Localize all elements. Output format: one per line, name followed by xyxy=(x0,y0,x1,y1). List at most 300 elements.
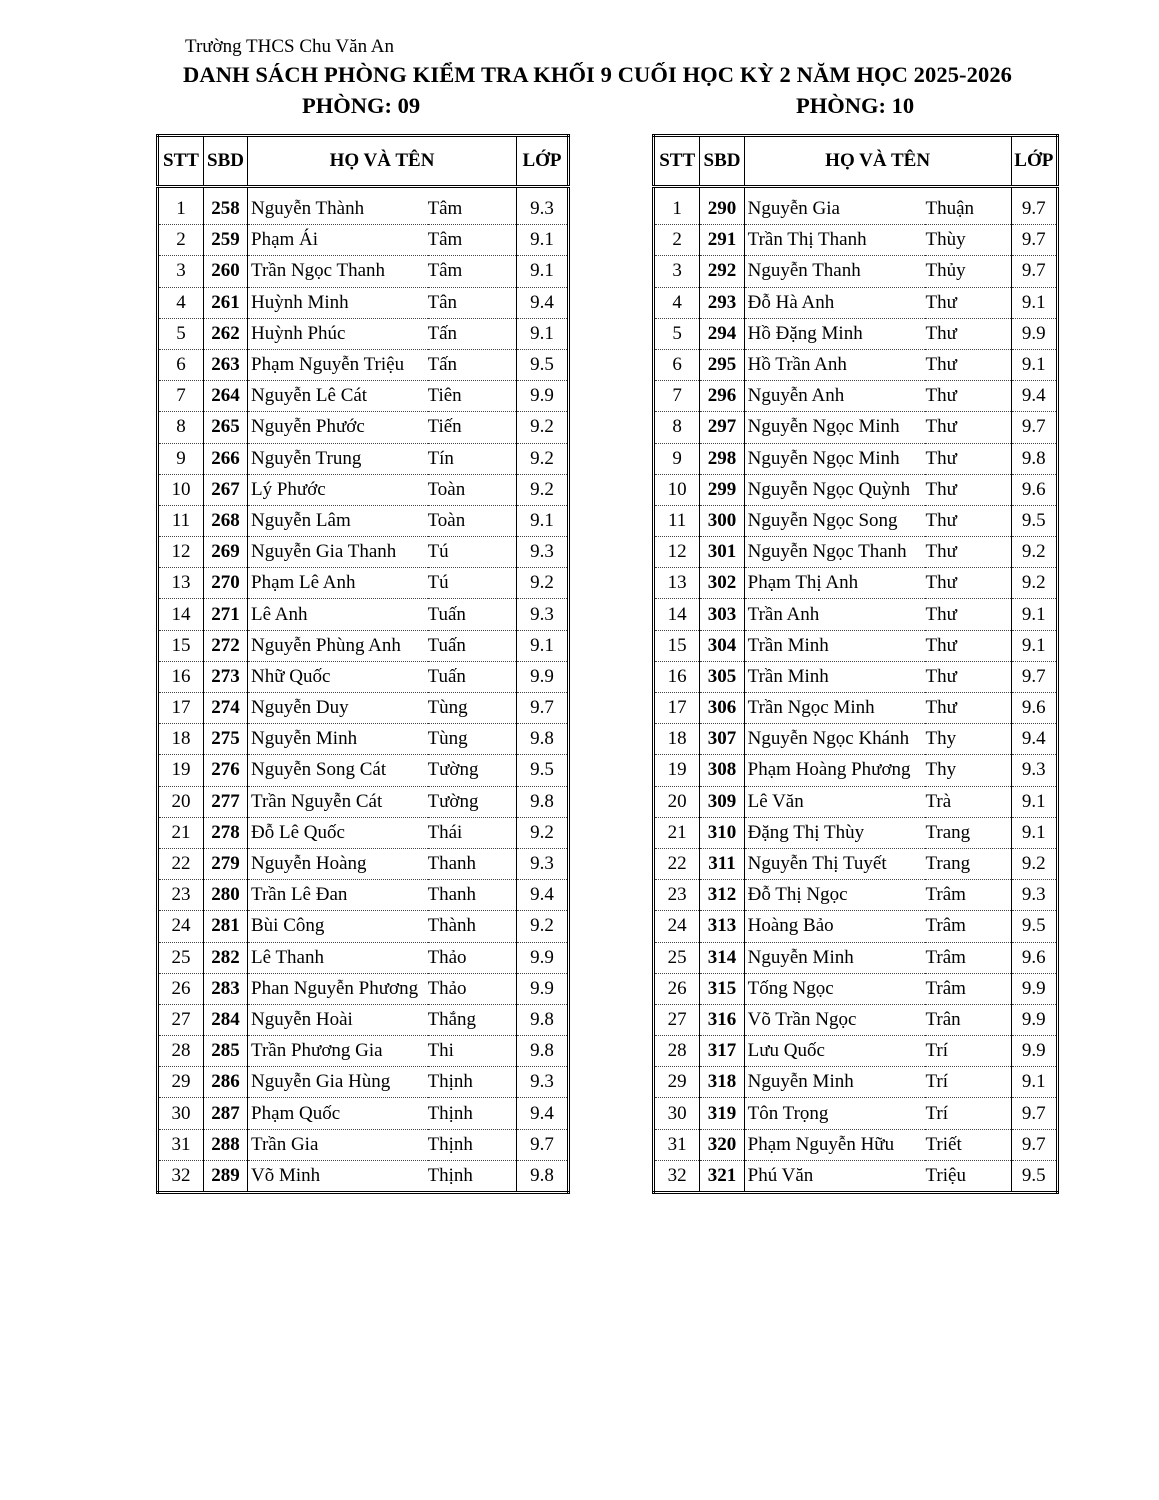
cell-given-name: Trà xyxy=(925,786,1011,817)
cell-class: 9.1 xyxy=(1011,599,1057,630)
cell-sbd: 313 xyxy=(700,911,744,942)
cell-stt: 32 xyxy=(654,1160,700,1192)
cell-stt: 31 xyxy=(654,1129,700,1160)
cell-given-name: Trang xyxy=(925,817,1011,848)
cell-surname: Võ Minh xyxy=(248,1160,428,1192)
cell-surname: Võ Trần Ngọc xyxy=(744,1004,925,1035)
cell-sbd: 291 xyxy=(700,225,744,256)
cell-stt: 26 xyxy=(158,973,204,1004)
table-row xyxy=(158,599,569,630)
cell-surname: Nguyễn Gia Hùng xyxy=(248,1067,428,1098)
cell-given-name: Triết xyxy=(925,1129,1011,1160)
cell-class: 9.7 xyxy=(517,693,569,724)
cell-given-name: Thư xyxy=(925,505,1011,536)
cell-class: 9.7 xyxy=(1011,256,1057,287)
cell-sbd: 273 xyxy=(204,661,248,692)
cell-sbd: 320 xyxy=(700,1129,744,1160)
cell-class: 9.9 xyxy=(517,661,569,692)
cell-stt: 7 xyxy=(654,381,700,412)
cell-class: 9.7 xyxy=(1011,1129,1057,1160)
cell-sbd: 263 xyxy=(204,349,248,380)
cell-sbd: 281 xyxy=(204,911,248,942)
cell-surname: Hồ Đặng Minh xyxy=(744,318,925,349)
cell-sbd: 295 xyxy=(700,349,744,380)
cell-surname: Nguyễn Ngọc Song xyxy=(744,505,925,536)
cell-stt: 30 xyxy=(158,1098,204,1129)
cell-stt: 14 xyxy=(158,599,204,630)
cell-sbd: 296 xyxy=(700,381,744,412)
cell-given-name: Thư xyxy=(925,599,1011,630)
cell-given-name: Thư xyxy=(925,630,1011,661)
cell-sbd: 290 xyxy=(700,194,744,225)
cell-class: 9.2 xyxy=(517,443,569,474)
cell-surname: Nguyễn Minh xyxy=(248,724,428,755)
cell-class: 9.1 xyxy=(1011,1067,1057,1098)
cell-given-name: Tấn xyxy=(428,318,517,349)
cell-sbd: 315 xyxy=(700,973,744,1004)
table-row xyxy=(158,1160,569,1192)
cell-stt: 4 xyxy=(654,287,700,318)
cell-given-name: Tâm xyxy=(428,256,517,287)
cell-sbd: 309 xyxy=(700,786,744,817)
table-row xyxy=(158,880,569,911)
cell-sbd: 268 xyxy=(204,505,248,536)
cell-class: 9.8 xyxy=(517,1004,569,1035)
cell-given-name: Tú xyxy=(428,537,517,568)
cell-given-name: Tín xyxy=(428,443,517,474)
cell-given-name: Thi xyxy=(428,1036,517,1067)
cell-class: 9.2 xyxy=(1011,848,1057,879)
cell-class: 9.1 xyxy=(1011,287,1057,318)
cell-stt: 24 xyxy=(158,911,204,942)
cell-sbd: 262 xyxy=(204,318,248,349)
table-row xyxy=(654,1036,1058,1067)
header-stt: STT xyxy=(158,136,204,187)
cell-sbd: 271 xyxy=(204,599,248,630)
cell-class: 9.5 xyxy=(517,755,569,786)
cell-sbd: 297 xyxy=(700,412,744,443)
cell-given-name: Thịnh xyxy=(428,1067,517,1098)
cell-sbd: 303 xyxy=(700,599,744,630)
cell-given-name: Thùy xyxy=(925,225,1011,256)
cell-stt: 3 xyxy=(158,256,204,287)
cell-surname: Trần Nguyễn Cát xyxy=(248,786,428,817)
table-row xyxy=(654,755,1058,786)
cell-stt: 29 xyxy=(158,1067,204,1098)
cell-given-name: Trí xyxy=(925,1067,1011,1098)
cell-given-name: Trâm xyxy=(925,911,1011,942)
spacer-cell xyxy=(654,187,700,195)
cell-given-name: Toàn xyxy=(428,474,517,505)
cell-class: 9.3 xyxy=(517,537,569,568)
table-row xyxy=(158,755,569,786)
table-row xyxy=(158,194,569,225)
cell-surname: Lê Anh xyxy=(248,599,428,630)
cell-surname: Bùi Công xyxy=(248,911,428,942)
cell-class: 9.7 xyxy=(1011,412,1057,443)
cell-sbd: 299 xyxy=(700,474,744,505)
cell-class: 9.2 xyxy=(517,817,569,848)
cell-class: 9.1 xyxy=(517,256,569,287)
table-header-row xyxy=(654,136,1058,187)
cell-class: 9.9 xyxy=(517,973,569,1004)
cell-given-name: Tuấn xyxy=(428,630,517,661)
cell-sbd: 277 xyxy=(204,786,248,817)
table-row xyxy=(158,381,569,412)
cell-given-name: Tường xyxy=(428,786,517,817)
cell-sbd: 310 xyxy=(700,817,744,848)
cell-stt: 27 xyxy=(158,1004,204,1035)
cell-class: 9.3 xyxy=(517,194,569,225)
cell-class: 9.9 xyxy=(517,942,569,973)
cell-surname: Nguyễn Phùng Anh xyxy=(248,630,428,661)
cell-class: 9.1 xyxy=(1011,349,1057,380)
table-row xyxy=(158,349,569,380)
cell-sbd: 259 xyxy=(204,225,248,256)
cell-given-name: Thư xyxy=(925,693,1011,724)
cell-class: 9.2 xyxy=(517,412,569,443)
table-row xyxy=(158,973,569,1004)
cell-stt: 7 xyxy=(158,381,204,412)
cell-sbd: 258 xyxy=(204,194,248,225)
header-sbd: SBD xyxy=(204,136,248,187)
cell-stt: 23 xyxy=(654,880,700,911)
table-row xyxy=(654,568,1058,599)
cell-sbd: 269 xyxy=(204,537,248,568)
cell-sbd: 288 xyxy=(204,1129,248,1160)
cell-given-name: Tâm xyxy=(428,194,517,225)
cell-sbd: 305 xyxy=(700,661,744,692)
cell-sbd: 279 xyxy=(204,848,248,879)
cell-class: 9.2 xyxy=(1011,568,1057,599)
table-row xyxy=(654,349,1058,380)
cell-class: 9.1 xyxy=(517,225,569,256)
table-row xyxy=(654,1129,1058,1160)
cell-surname: Trần Minh xyxy=(744,661,925,692)
cell-surname: Nguyễn Ngọc Minh xyxy=(744,412,925,443)
cell-given-name: Tùng xyxy=(428,693,517,724)
cell-surname: Nguyễn Lê Cát xyxy=(248,381,428,412)
cell-sbd: 316 xyxy=(700,1004,744,1035)
table-row xyxy=(158,1036,569,1067)
cell-sbd: 282 xyxy=(204,942,248,973)
cell-class: 9.1 xyxy=(517,505,569,536)
cell-surname: Phạm Lê Anh xyxy=(248,568,428,599)
table-row xyxy=(158,537,569,568)
table-row xyxy=(654,443,1058,474)
table-spacer-row xyxy=(654,187,1058,195)
cell-surname: Phạm Quốc xyxy=(248,1098,428,1129)
cell-stt: 18 xyxy=(654,724,700,755)
cell-class: 9.7 xyxy=(1011,225,1057,256)
cell-surname: Nguyễn Duy xyxy=(248,693,428,724)
table-row xyxy=(158,256,569,287)
cell-given-name: Thắng xyxy=(428,1004,517,1035)
cell-stt: 9 xyxy=(158,443,204,474)
cell-class: 9.8 xyxy=(517,786,569,817)
cell-given-name: Thư xyxy=(925,443,1011,474)
cell-surname: Huỳnh Phúc xyxy=(248,318,428,349)
cell-stt: 10 xyxy=(654,474,700,505)
cell-sbd: 292 xyxy=(700,256,744,287)
cell-surname: Phạm Nguyễn Hữu xyxy=(744,1129,925,1160)
cell-stt: 14 xyxy=(654,599,700,630)
cell-stt: 27 xyxy=(654,1004,700,1035)
cell-stt: 18 xyxy=(158,724,204,755)
cell-class: 9.9 xyxy=(1011,1004,1057,1035)
cell-stt: 20 xyxy=(654,786,700,817)
cell-given-name: Thư xyxy=(925,537,1011,568)
cell-sbd: 314 xyxy=(700,942,744,973)
cell-given-name: Thịnh xyxy=(428,1129,517,1160)
cell-surname: Nguyễn Thanh xyxy=(744,256,925,287)
table-row xyxy=(654,911,1058,942)
cell-given-name: Thịnh xyxy=(428,1098,517,1129)
cell-class: 9.5 xyxy=(517,349,569,380)
cell-sbd: 300 xyxy=(700,505,744,536)
cell-given-name: Thanh xyxy=(428,880,517,911)
cell-class: 9.7 xyxy=(517,1129,569,1160)
header-sbd: SBD xyxy=(700,136,744,187)
cell-stt: 19 xyxy=(654,755,700,786)
cell-stt: 11 xyxy=(158,505,204,536)
cell-stt: 17 xyxy=(654,693,700,724)
cell-sbd: 318 xyxy=(700,1067,744,1098)
table-row xyxy=(158,661,569,692)
cell-surname: Nguyễn Gia xyxy=(744,194,925,225)
cell-sbd: 285 xyxy=(204,1036,248,1067)
cell-class: 9.2 xyxy=(517,568,569,599)
cell-given-name: Tấn xyxy=(428,349,517,380)
cell-surname: Đặng Thị Thùy xyxy=(744,817,925,848)
cell-given-name: Tiến xyxy=(428,412,517,443)
cell-given-name: Thịnh xyxy=(428,1160,517,1192)
cell-surname: Phạm Hoàng Phương xyxy=(744,755,925,786)
cell-surname: Nguyễn Thành xyxy=(248,194,428,225)
cell-class: 9.9 xyxy=(517,381,569,412)
cell-stt: 13 xyxy=(158,568,204,599)
cell-stt: 3 xyxy=(654,256,700,287)
table-row xyxy=(654,817,1058,848)
cell-class: 9.6 xyxy=(1011,474,1057,505)
cell-class: 9.2 xyxy=(517,474,569,505)
cell-surname: Nguyễn Ngọc Khánh xyxy=(744,724,925,755)
table-row xyxy=(654,474,1058,505)
cell-class: 9.7 xyxy=(1011,194,1057,225)
cell-given-name: Thảo xyxy=(428,942,517,973)
cell-sbd: 265 xyxy=(204,412,248,443)
room-label-10: PHÒNG: 10 xyxy=(796,93,915,118)
cell-given-name: Trâm xyxy=(925,973,1011,1004)
table-row xyxy=(654,973,1058,1004)
table-row xyxy=(158,1098,569,1129)
cell-surname: Nguyễn Ngọc Minh xyxy=(744,443,925,474)
cell-stt: 23 xyxy=(158,880,204,911)
cell-sbd: 272 xyxy=(204,630,248,661)
cell-surname: Nguyễn Song Cát xyxy=(248,755,428,786)
cell-sbd: 276 xyxy=(204,755,248,786)
spacer-cell xyxy=(517,187,569,195)
cell-stt: 30 xyxy=(654,1098,700,1129)
cell-stt: 26 xyxy=(654,973,700,1004)
cell-given-name: Triệu xyxy=(925,1160,1011,1192)
cell-sbd: 306 xyxy=(700,693,744,724)
cell-surname: Hoàng Bảo xyxy=(744,911,925,942)
cell-stt: 8 xyxy=(158,412,204,443)
cell-class: 9.1 xyxy=(1011,786,1057,817)
cell-class: 9.3 xyxy=(517,599,569,630)
cell-class: 9.1 xyxy=(517,318,569,349)
cell-sbd: 301 xyxy=(700,537,744,568)
cell-surname: Tôn Trọng xyxy=(744,1098,925,1129)
table-row xyxy=(654,412,1058,443)
spacer-cell xyxy=(744,187,1011,195)
cell-surname: Trần Ngọc Minh xyxy=(744,693,925,724)
cell-class: 9.8 xyxy=(517,1036,569,1067)
cell-surname: Hồ Trần Anh xyxy=(744,349,925,380)
cell-given-name: Thành xyxy=(428,911,517,942)
table-row xyxy=(654,786,1058,817)
table-row xyxy=(158,693,569,724)
table-row xyxy=(158,724,569,755)
table-row xyxy=(654,194,1058,225)
table-row xyxy=(158,848,569,879)
cell-given-name: Thư xyxy=(925,474,1011,505)
cell-stt: 5 xyxy=(654,318,700,349)
cell-sbd: 261 xyxy=(204,287,248,318)
cell-class: 9.3 xyxy=(517,1067,569,1098)
cell-sbd: 289 xyxy=(204,1160,248,1192)
table-row xyxy=(654,287,1058,318)
cell-surname: Huỳnh Minh xyxy=(248,287,428,318)
cell-sbd: 278 xyxy=(204,817,248,848)
cell-given-name: Trâm xyxy=(925,942,1011,973)
cell-stt: 5 xyxy=(158,318,204,349)
cell-surname: Lê Văn xyxy=(744,786,925,817)
cell-given-name: Tiên xyxy=(428,381,517,412)
cell-stt: 2 xyxy=(654,225,700,256)
cell-given-name: Thuận xyxy=(925,194,1011,225)
cell-surname: Nguyễn Lâm xyxy=(248,505,428,536)
spacer-cell xyxy=(700,187,744,195)
cell-stt: 29 xyxy=(654,1067,700,1098)
cell-class: 9.2 xyxy=(517,911,569,942)
table-row xyxy=(654,1067,1058,1098)
cell-stt: 16 xyxy=(158,661,204,692)
cell-stt: 31 xyxy=(158,1129,204,1160)
cell-sbd: 308 xyxy=(700,755,744,786)
table-row xyxy=(158,1004,569,1035)
table-row xyxy=(158,225,569,256)
cell-class: 9.6 xyxy=(1011,693,1057,724)
table-spacer-row xyxy=(158,187,569,195)
cell-class: 9.4 xyxy=(1011,381,1057,412)
cell-sbd: 317 xyxy=(700,1036,744,1067)
cell-class: 9.4 xyxy=(517,880,569,911)
cell-stt: 20 xyxy=(158,786,204,817)
table-row xyxy=(654,693,1058,724)
cell-sbd: 260 xyxy=(204,256,248,287)
spacer-cell xyxy=(248,187,517,195)
header-name: HỌ VÀ TÊN xyxy=(248,136,517,187)
cell-surname: Nguyễn Ngọc Thanh xyxy=(744,537,925,568)
room-label-09: PHÒNG: 09 xyxy=(302,93,421,118)
table-row xyxy=(654,630,1058,661)
table-row xyxy=(158,474,569,505)
table-row xyxy=(654,1098,1058,1129)
cell-stt: 21 xyxy=(158,817,204,848)
cell-surname: Trần Phương Gia xyxy=(248,1036,428,1067)
cell-surname: Nguyễn Anh xyxy=(744,381,925,412)
table-row xyxy=(654,505,1058,536)
cell-stt: 11 xyxy=(654,505,700,536)
cell-stt: 16 xyxy=(654,661,700,692)
cell-sbd: 266 xyxy=(204,443,248,474)
cell-surname: Nguyễn Ngọc Quỳnh xyxy=(744,474,925,505)
table-row xyxy=(158,817,569,848)
cell-given-name: Tuấn xyxy=(428,661,517,692)
header-class: LỚP xyxy=(1011,136,1057,187)
cell-surname: Trần Gia xyxy=(248,1129,428,1160)
cell-sbd: 304 xyxy=(700,630,744,661)
header-class: LỚP xyxy=(517,136,569,187)
table-row xyxy=(158,287,569,318)
cell-stt: 15 xyxy=(158,630,204,661)
cell-stt: 32 xyxy=(158,1160,204,1192)
cell-stt: 19 xyxy=(158,755,204,786)
cell-sbd: 312 xyxy=(700,880,744,911)
cell-surname: Nguyễn Hoàng xyxy=(248,848,428,879)
cell-class: 9.7 xyxy=(1011,1098,1057,1129)
cell-surname: Lê Thanh xyxy=(248,942,428,973)
cell-class: 9.9 xyxy=(1011,318,1057,349)
cell-surname: Trần Anh xyxy=(744,599,925,630)
cell-sbd: 283 xyxy=(204,973,248,1004)
cell-class: 9.4 xyxy=(517,1098,569,1129)
spacer-cell xyxy=(158,187,204,195)
cell-class: 9.7 xyxy=(1011,661,1057,692)
cell-given-name: Thy xyxy=(925,755,1011,786)
cell-sbd: 311 xyxy=(700,848,744,879)
cell-surname: Đỗ Hà Anh xyxy=(744,287,925,318)
cell-sbd: 287 xyxy=(204,1098,248,1129)
table-row xyxy=(158,568,569,599)
document-title: DANH SÁCH PHÒNG KIỂM TRA KHỐI 9 CUỐI HỌC KỲ 2 NĂM HỌC 2025-2026 xyxy=(183,62,1013,87)
cell-class: 9.5 xyxy=(1011,505,1057,536)
cell-stt: 6 xyxy=(654,349,700,380)
cell-stt: 8 xyxy=(654,412,700,443)
cell-given-name: Tân xyxy=(428,287,517,318)
cell-given-name: Tuấn xyxy=(428,599,517,630)
table-row xyxy=(158,1067,569,1098)
spacer-cell xyxy=(204,187,248,195)
cell-surname: Đỗ Thị Ngọc xyxy=(744,880,925,911)
cell-given-name: Thư xyxy=(925,287,1011,318)
cell-class: 9.9 xyxy=(1011,973,1057,1004)
cell-given-name: Thư xyxy=(925,568,1011,599)
cell-surname: Nguyễn Gia Thanh xyxy=(248,537,428,568)
cell-class: 9.9 xyxy=(1011,1036,1057,1067)
cell-stt: 13 xyxy=(654,568,700,599)
cell-sbd: 286 xyxy=(204,1067,248,1098)
table-row xyxy=(158,505,569,536)
cell-stt: 15 xyxy=(654,630,700,661)
table-row xyxy=(158,942,569,973)
cell-class: 9.1 xyxy=(517,630,569,661)
cell-surname: Trần Lê Đan xyxy=(248,880,428,911)
table-row xyxy=(654,256,1058,287)
cell-stt: 22 xyxy=(158,848,204,879)
